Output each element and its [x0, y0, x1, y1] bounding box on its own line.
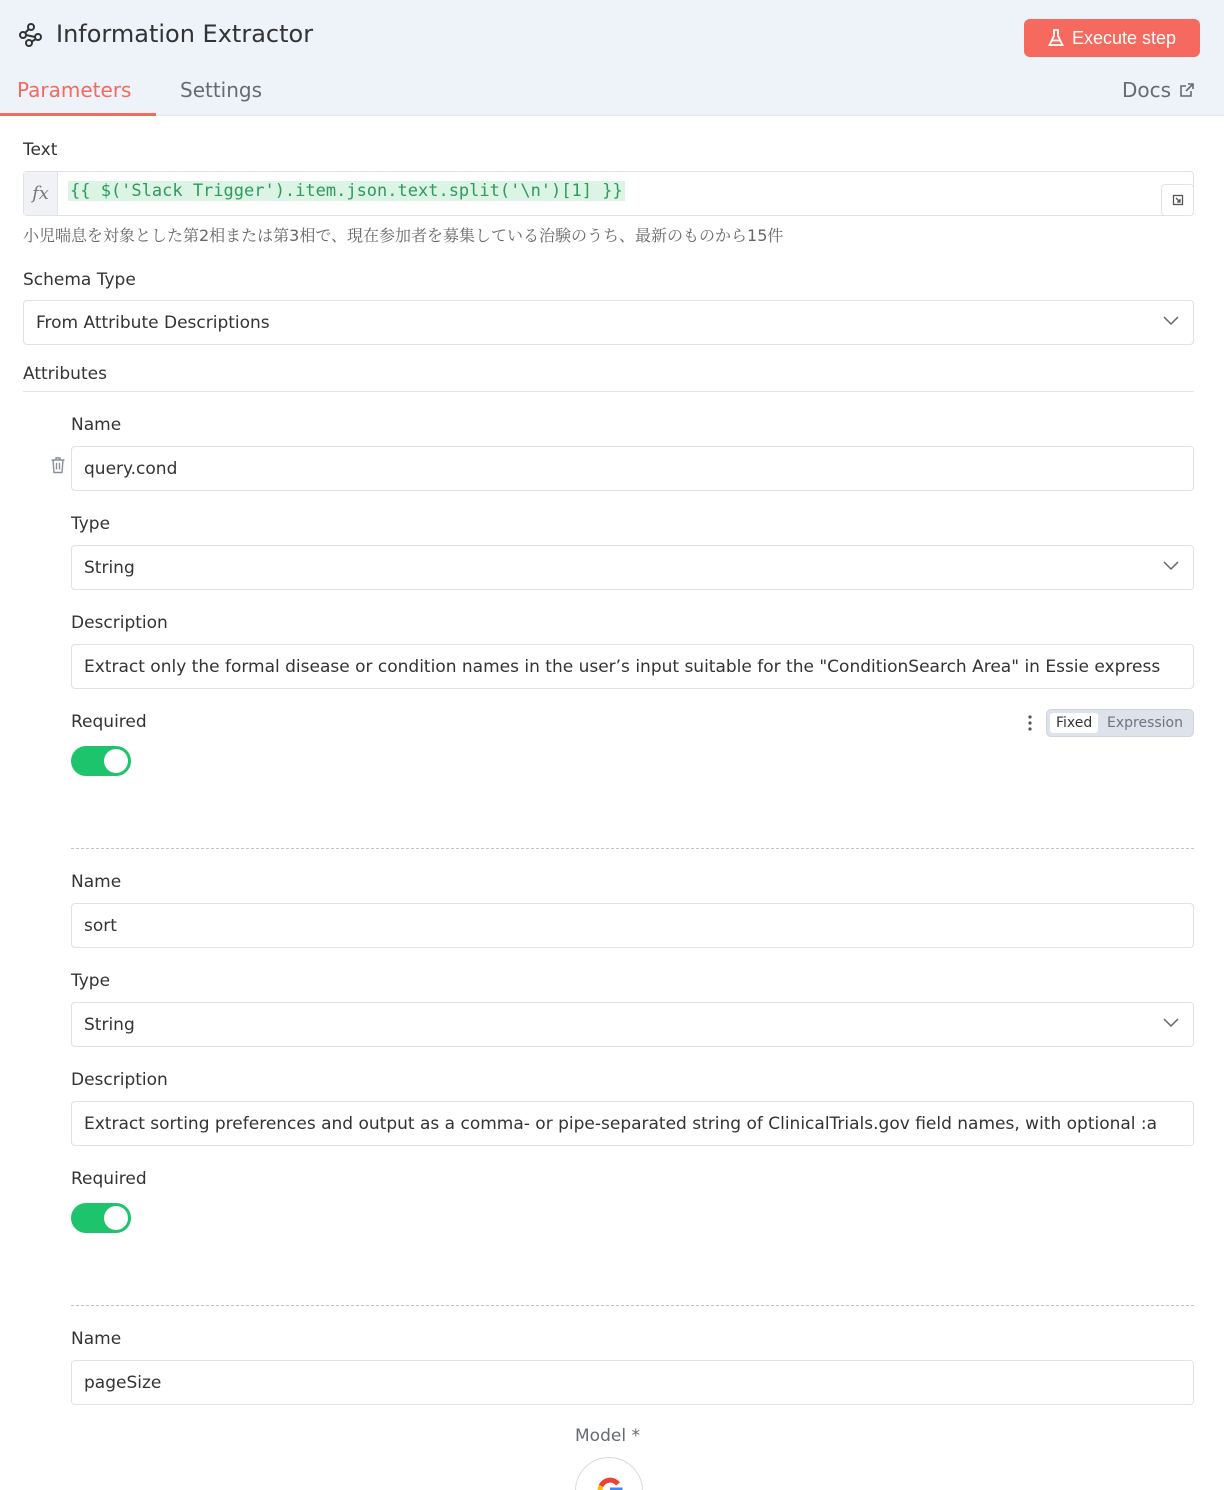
execute-step-label: Execute step: [1071, 27, 1177, 48]
tab-parameters[interactable]: Parameters: [17, 78, 132, 102]
attribute-type-value: String: [84, 557, 135, 578]
expression-text: {{ $('Slack Trigger').item.json.text.split('\n')[1] }}: [70, 181, 623, 201]
required-toggle[interactable]: [71, 1203, 131, 1233]
attribute-type-select[interactable]: [71, 545, 1194, 590]
chevron-down-icon: [1163, 1018, 1179, 1028]
schema-type-label: Schema Type: [23, 270, 136, 290]
attribute-type-value: String: [84, 1014, 135, 1035]
text-label: Text: [23, 140, 58, 160]
text-expression-field[interactable]: [23, 171, 1194, 216]
attribute-type-label: Type: [71, 971, 111, 991]
attribute-name-value: pageSize: [84, 1372, 162, 1393]
schema-type-value: From Attribute Descriptions: [36, 312, 270, 333]
attribute-divider: [71, 848, 1194, 849]
attribute-divider: [71, 1305, 1194, 1306]
attribute-required-label: Required: [71, 1169, 147, 1189]
chevron-down-icon: [1163, 561, 1179, 571]
tab-settings[interactable]: Settings: [180, 78, 263, 102]
trash-icon[interactable]: [50, 456, 66, 474]
docs-link[interactable]: [1122, 78, 1195, 102]
attribute-name-value: sort: [84, 915, 117, 936]
attribute-name-label: Name: [71, 1329, 122, 1349]
node-title: Information Extractor: [56, 20, 314, 48]
expression-option[interactable]: Expression: [1107, 715, 1183, 731]
more-options-icon[interactable]: [1027, 714, 1033, 732]
external-link-icon: [1179, 82, 1195, 98]
attributes-label: Attributes: [23, 364, 107, 384]
fx-icon: fx: [24, 172, 58, 215]
toggle-knob: [104, 749, 128, 773]
schema-type-select[interactable]: [23, 300, 1194, 345]
fixed-expression-toggle[interactable]: [1046, 709, 1194, 737]
chevron-down-icon: [1163, 316, 1179, 326]
fixed-option[interactable]: Fixed: [1050, 713, 1098, 733]
attribute-name-input[interactable]: [71, 1360, 1194, 1405]
attribute-name-input[interactable]: [71, 903, 1194, 948]
attribute-description-value: Extract only the formal disease or condition names in the user’s input suitable for the "ConditionSearch Area" in Essie express: [84, 656, 1161, 677]
execute-step-button[interactable]: [1024, 19, 1200, 57]
attribute-type-label: Type: [71, 514, 111, 534]
attribute-name-value: query.cond: [84, 458, 178, 479]
attribute-type-select[interactable]: [71, 1002, 1194, 1047]
attribute-description-input[interactable]: [71, 1101, 1194, 1146]
attribute-name-input[interactable]: [71, 446, 1194, 491]
toggle-knob: [104, 1206, 128, 1230]
docs-label: Docs: [1122, 78, 1172, 102]
expand-icon: [1172, 194, 1184, 206]
expression-preview: 小児喘息を対象とした第2相または第3相で、現在参加者を募集している治験のうち、最新のものから15件: [23, 226, 784, 245]
attribute-name-label: Name: [71, 415, 122, 435]
attribute-description-input[interactable]: [71, 644, 1194, 689]
expand-editor-button[interactable]: [1161, 184, 1194, 216]
attribute-required-label: Required: [71, 712, 147, 732]
attribute-description-value: Extract sorting preferences and output as a comma- or pipe-separated string of ClinicalTrials.gov field names, with optional :a: [84, 1113, 1158, 1134]
workflow-icon: [18, 22, 44, 48]
google-logo-icon: [596, 1476, 624, 1490]
attribute-description-label: Description: [71, 613, 168, 633]
model-connector[interactable]: [575, 1457, 643, 1490]
attribute-name-label: Name: [71, 872, 122, 892]
active-tab-indicator: [0, 113, 156, 116]
node-header: [0, 0, 1224, 116]
attribute-description-label: Description: [71, 1070, 168, 1090]
required-toggle[interactable]: [71, 746, 131, 776]
model-label: Model *: [575, 1426, 640, 1446]
flask-icon: [1048, 29, 1064, 47]
attributes-divider: [23, 391, 1194, 392]
